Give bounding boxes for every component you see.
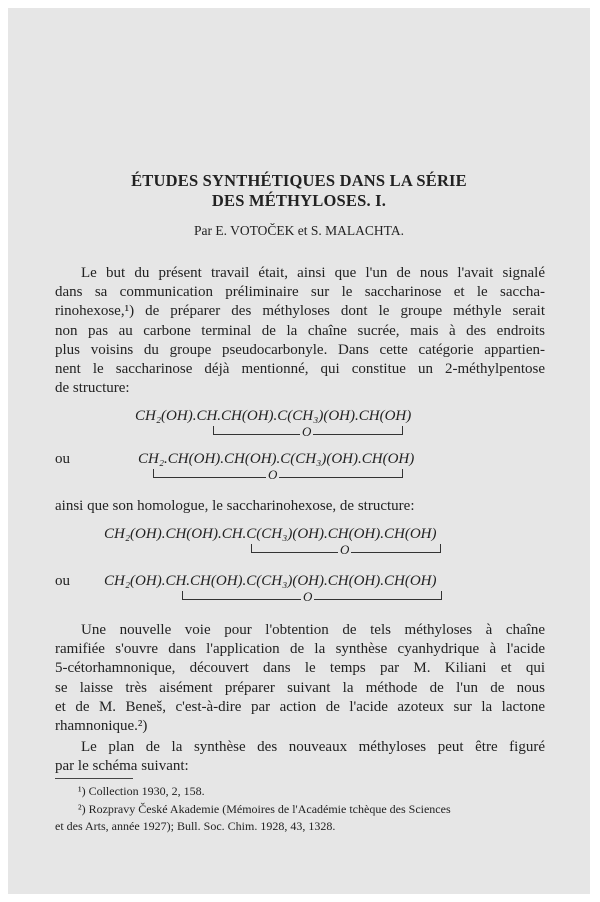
- p1-line: rinohexose,¹) de préparer des méthyloses dont le groupe méthyle serait: [55, 303, 545, 320]
- p1-line: plus voisins du groupe pseudocarbonyle. Dans cette catégorie appartien-: [55, 341, 545, 358]
- title-line-2: DES MÉTHYLOSES. I.: [211, 191, 387, 210]
- page: [8, 8, 590, 894]
- authors: Par E. VOTOČEK et S. MALACHTA.: [194, 223, 404, 238]
- p1-line: nent le saccharinose déjà mentionné, qui constitue un 2-méthylpentose: [55, 361, 545, 378]
- ou-label-1: ou: [55, 451, 70, 467]
- formula-2: CH₂.CH(OH).CH(OH).C(CH₃)(OH).CH(OH): [138, 451, 415, 467]
- footnote-rule: [55, 778, 133, 779]
- p2-line: se laisse très aisément préparer suivant la méthode de l'un de nous: [55, 679, 545, 696]
- p1-line: dans sa communication préliminaire sur le saccharinose et le saccha-: [55, 284, 545, 301]
- ring-bracket-3: [251, 542, 441, 557]
- p2-line: et de M. Beneš, c'est-à-dire par action de l'acide azoteux sur la lactone: [55, 698, 545, 715]
- formula-4: CH₂(OH).CH.CH(OH).C(CH₃)(OH).CH(OH).CH(OH): [104, 573, 437, 589]
- paragraph-3: [55, 738, 545, 776]
- ou-label-2: ou: [55, 573, 70, 589]
- paragraph-2: [55, 621, 545, 736]
- paragraph-1: [55, 264, 545, 398]
- title-line-1: ÉTUDES SYNTHÉTIQUES DANS LA SÉRIE: [131, 171, 467, 190]
- ring-bracket-1: [213, 424, 403, 439]
- footnote-1: ¹) Collection 1930, 2, 158.: [78, 784, 205, 798]
- p3-line: par le schéma suivant:: [55, 758, 189, 775]
- p2-line: ramifiée s'ouvre dans l'application de la synthèse cyanhydrique à l'acide: [55, 641, 545, 658]
- formula-3: CH₂(OH).CH(OH).CH.C(CH₃)(OH).CH(OH).CH(OH): [104, 526, 437, 542]
- p1-line: non pas au carbone terminal de la chaîne sucrée, mais à des endroits: [55, 322, 545, 339]
- p1-line: de structure:: [55, 380, 130, 397]
- ring-oxygen-label: O: [268, 467, 278, 482]
- footnote-2-line-1: ²) Rozpravy České Akademie (Mémoires de l'Académie tchèque des Sciences: [78, 802, 451, 816]
- p1-line: Le but du présent travail était, ainsi que l'un de nous l'avait signalé: [81, 265, 545, 281]
- ring-oxygen-label: O: [340, 542, 350, 557]
- ring-bracket-4: [182, 589, 442, 604]
- formula-1: CH₂(OH).CH.CH(OH).C(CH₃)(OH).CH(OH): [135, 408, 412, 424]
- p3-line: Le plan de la synthèse des nouveaux méthyloses peut être figuré: [81, 739, 545, 755]
- ring-oxygen-label: O: [303, 589, 313, 604]
- ring-bracket-2: [153, 467, 403, 482]
- p2-line: 5-cétorhamnonique, découvert dans le temps par M. Kiliani et qui: [55, 660, 545, 677]
- ring-oxygen-label: O: [302, 424, 312, 439]
- footnote-2-line-2: et des Arts, année 1927); Bull. Soc. Chim. 1928, 43, 1328.: [55, 819, 336, 833]
- p2-line: rhamnonique.²): [55, 718, 148, 735]
- p2-line: Une nouvelle voie pour l'obtention de tels méthyloses à chaîne: [81, 622, 545, 638]
- between-text: ainsi que son homologue, le saccharinohexose, de structure:: [55, 498, 415, 514]
